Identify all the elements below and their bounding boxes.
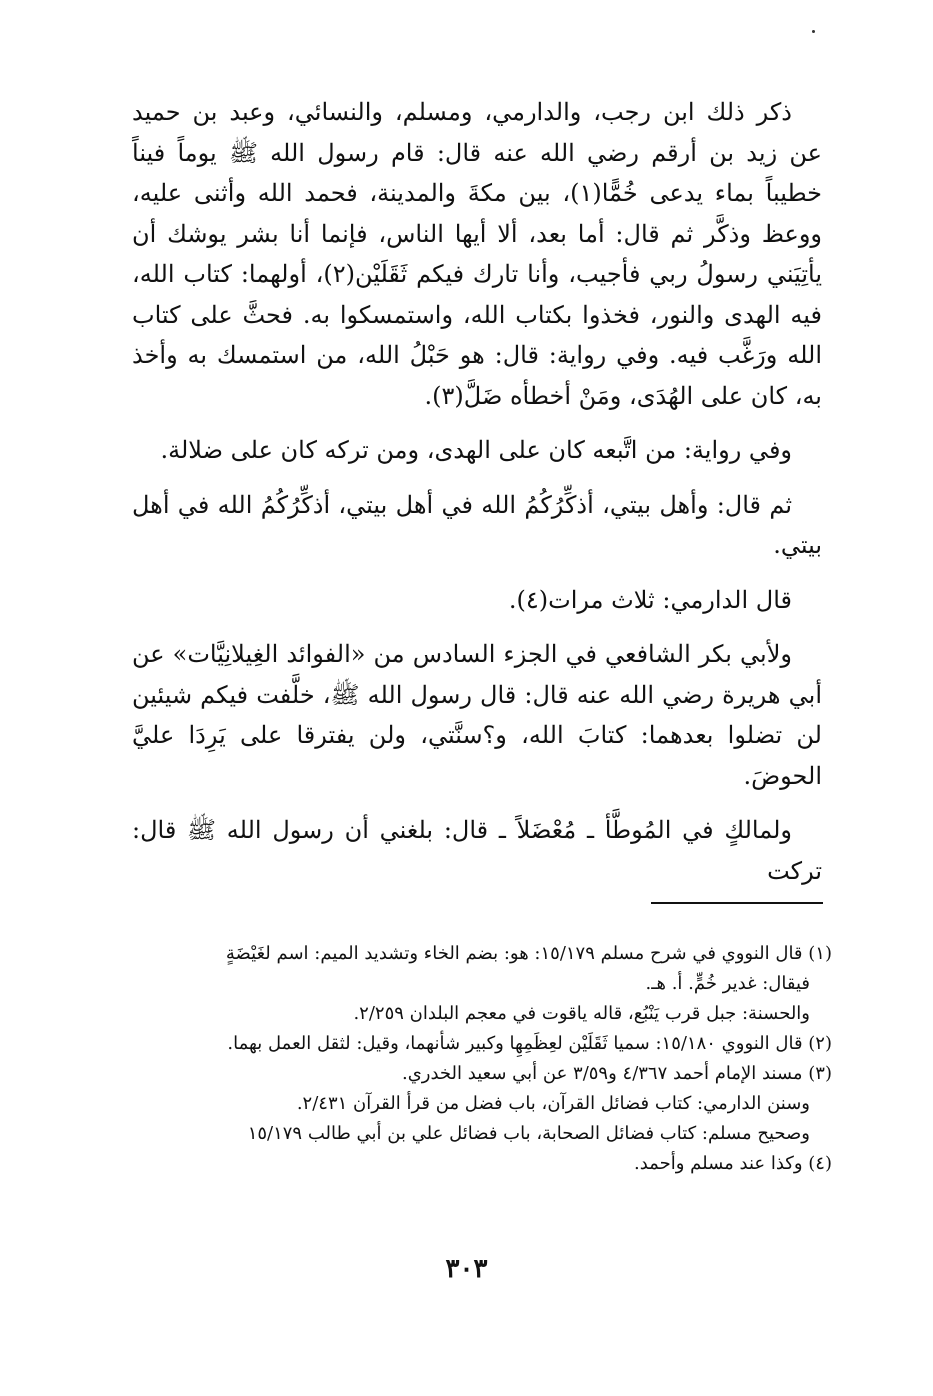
- paragraph-2: وفي رواية: من اتَّبعه كان على الهدى، ومن تركه كان على ضلالة.: [160, 436, 792, 464]
- footnotes: [132, 940, 832, 1180]
- footnote-separator: [651, 902, 823, 904]
- footnote-1: (١) قال النووي في شرح مسلم ١٥/١٧٩: هو: بضم الخاء وتشديد الميم: اسم لغَيْضَةٍ: [225, 943, 832, 964]
- footnote-3-continuation-2: وصحيح مسلم: كتاب فضائل الصحابة، باب فضائل علي بن أبي طالب ١٥/١٧٩: [247, 1123, 810, 1144]
- page-number: ٣٠٣: [445, 1254, 488, 1284]
- main-text: [132, 92, 822, 905]
- paragraph-6: ولمالكٍ في المُوطَّأ ـ مُعْضَلاً ـ قال: بلغني أن رسول الله ﷺ قال: تركت: [132, 816, 822, 885]
- footnote-1-continuation: فيقال: غدير خُمٍّ. أ. هـ.: [645, 973, 810, 994]
- footnote-1-note: والحسنة: جبل قرب يَنْبُع، قاله ياقوت في معجم البلدان ٢/٢٥٩.: [353, 1003, 810, 1024]
- paragraph-3: ثم قال: وأهل بيتي، أذكِّرُكُمُ الله في أهل بيتي، أذكِّرُكُمُ الله في أهل بيتي.: [132, 490, 822, 559]
- paragraph-1: ذكر ذلك ابن رجب، والدارمي، ومسلم، والنسائي، وعبد بن حميد عن زيد بن أرقم رضي الله عنه قال: قام رسول الله ﷺ يوماً فيناً خطيباً بماء يدعى خُمًّا(١)، بين مكةَ والمدينة، فحمد الله وأثنى عليه، ووعظ وذكَّر ثم قال: أما بعد، ألا أيها الناس، فإنما أنا بشر يوشك أن يأتِيَني رسولُ ربي فأجيب، وأنا تارك فيكم ثَقَلَيْن(٢)، أولهما: كتاب الله، فيه الهدى والنور، فخذوا بكتاب الله، واستمسكوا به. فحثَّ على كتاب الله ورَغَّب فيه. وفي رواية: قال: هو حَبْلُ الله، من استمسك به وأخذ به، كان على الهُدَى، ومَنْ أخطأه ضَلَّ(٣).: [132, 98, 822, 410]
- footnote-3: (٣) مسند الإمام أحمد ٤/٣٦٧ و٣/٥٩ عن أبي سعيد الخدري.: [401, 1063, 832, 1084]
- footnote-4: (٤) وكذا عند مسلم وأحمد.: [634, 1153, 832, 1174]
- footnote-3-continuation: وسنن الدارمي: كتاب فضائل القرآن، باب فضل من قرأ القرآن ٢/٤٣١.: [296, 1093, 810, 1114]
- footnote-2: (٢) قال النووي ١٥/١٨٠: سميا ثَقَلَيْن لعِظَمِهِا وكبير شأنهما، وقيل: لثقل العمل بهما.: [227, 1033, 832, 1054]
- speck-mark: [812, 30, 815, 33]
- paragraph-5: ولأبي بكر الشافعي في الجزء السادس من «الفوائد الغِيلانِيَّات» عن أبي هريرة رضي الله عنه قال: قال رسول الله ﷺ، خلَّفت فيكم شيئين لن تضلوا بعدهما: كتابَ الله، و؟سنَّتي، ولن يفترقا على يَرِدَا عليَّ الحوضَ.: [132, 640, 822, 790]
- paragraph-4: قال الدارمي: ثلاث مرات(٤).: [508, 585, 792, 614]
